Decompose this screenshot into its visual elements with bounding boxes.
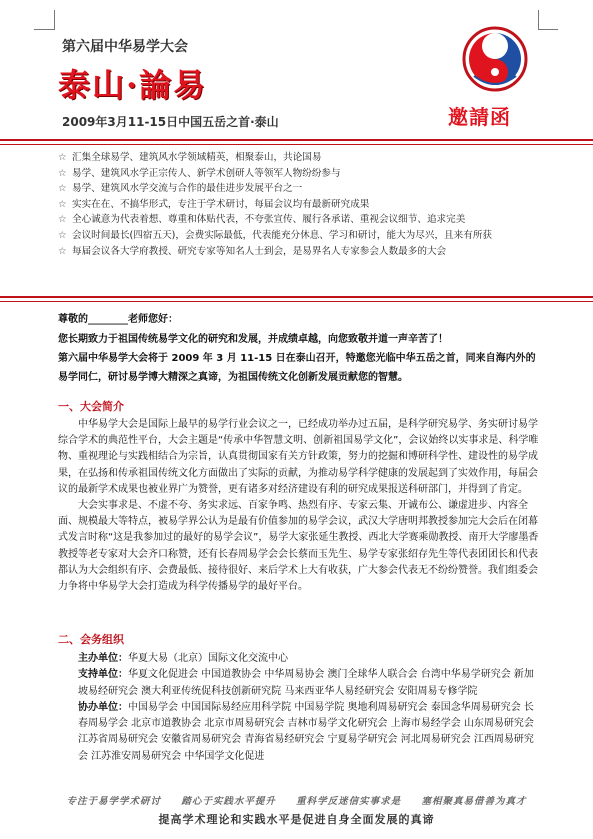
star-icon: ☆ <box>58 229 67 241</box>
list-item: ☆ 易学、建筑风水学正宗传人、新学术创研人等领军人物纷纷参与 <box>58 166 546 182</box>
divider <box>0 139 593 141</box>
star-icon: ☆ <box>58 167 67 179</box>
crop-mark <box>538 29 558 30</box>
highlights-list <box>58 150 546 259</box>
host-row: 主办单位：华夏大易（北京）国际文化交流中心 <box>78 653 288 664</box>
list-item: ☆ 每届会议各大学府教授、研究专家等知名人士到会，是易界名人专家参会人数最多的大会 <box>58 244 546 260</box>
greeting: 尊敬的________老师您好： <box>58 314 178 325</box>
section-body <box>58 417 541 595</box>
list-item: ☆ 实实在在、不搞华形式，专注于学术研讨，每届会议均有最新研究成果 <box>58 197 546 213</box>
star-icon: ☆ <box>58 245 67 257</box>
star-icon: ☆ <box>58 214 67 226</box>
conference-subtitle: 第六届中华易学大会 <box>62 39 188 55</box>
organizers <box>58 651 541 765</box>
paragraph: 中华易学大会是国际上最早的易学行业会议之一，已经成功举办过五届，是科学研究易学、务实研讨易学综合学术的典范性平台，大会主题是“传承中华智慧文明、创新祖国易学文化”，会议始终以实事求是、科学唯物、重视理论与实践相结合为宗旨，认真贯彻国家有关方针政策，努力的挖掘和博研科学性、建设性的易学成果，在弘扬和传承祖国传统文化方面做出了实际的贡献，为推动易学科学健康的发展起到了实效作用，每届会议的最新学术成果也被业界广为赞誉，更有诸多对经济建设有利的研究成果报送科研部门，并得到了肯定。 <box>58 419 539 495</box>
conference-title: 泰山·論易 <box>58 66 208 104</box>
list-item: ☆ 汇集全球易学、建筑风水学领域精英，相聚泰山，共论国易 <box>58 150 546 166</box>
crop-mark <box>538 10 539 30</box>
list-item: ☆ 会议时间最长(四宿五天)，会费实际最低，代表能充分休息、学习和研讨，能大为尽兴，且来有所获 <box>58 228 546 244</box>
footer-motto: 提高学术理论和实践水平是促进自身全面发展的真谛 <box>158 813 435 826</box>
crop-mark <box>34 29 54 30</box>
star-icon: ☆ <box>58 198 67 210</box>
footer-slogans: 专注于易学学术研讨 踏心于实践水平提升 重科学反迷信实事求是 塞相聚真易借善为真才 <box>66 796 527 807</box>
section-heading: 二、会务组织 <box>58 633 124 646</box>
divider <box>0 296 593 298</box>
support-row: 支持单位：华夏文化促进会 中国道教协会 中华周易协会 澳门全球华人联合会 台湾中华易学研究会 新加坡易经研究会 澳大利亚传统促科技创新研究院 马来西亚华人易经研究会 安阳周易专修学院 <box>78 669 534 697</box>
list-item: ☆ 易学、建筑风水学交流与合作的最佳进步发展平台之一 <box>58 181 546 197</box>
date-place: 2009年3月11-15日中国五岳之首·泰山 <box>62 115 279 129</box>
section-heading: 一、大会简介 <box>58 400 124 413</box>
paragraph: 大会实事求是、不虚不夸、务实求远、百家争鸣、热烈有序、专家云集、开诚布公、谦虚进步、内容全面、规模最大等特点，被易学界公认为是最有价值参加的易学会议，武汉大学唐明邦教授参加完大会后在闭幕式发言时称“这是我参加过的最好的易学会议”，易学大家张延生教授、西北大学赛乘勋教授、南开大学廖墨香教授等老专家对大会齐口称赞，还有长春周易学会会长蔡而玉先生、易学专家张绍存先生等代表团团长和代表都认为大会组织有序、会费最低、接待很好、来后学术上大有收获，广大参会代表无不纷纷赞誉。我们组委会力争将中华易学大会打造成为科学传播易学的最好平台。 <box>58 500 539 593</box>
list-item: ☆ 全心诚意为代表着想、尊重和体贴代表，不夸张宣传、履行各承诺、重视会议细节、追求完美 <box>58 212 546 228</box>
lead-paragraph: 您长期致力于祖国传统易学文化的研究和发展，并成绩卓越，向您致敬并道一声辛苦了！ 第六届中华易学大会将于 2009 年 3 月 11-15 日在泰山召开，特邀您光临中华五岳之首，同来自海内外的易学同仁，研讨易学博大精深之真谛，为祖国传统文化创新发展贡献您的智慧。 <box>58 334 536 383</box>
invitation-title: 邀請函 <box>448 105 511 129</box>
star-icon: ☆ <box>58 183 67 195</box>
crop-mark <box>44 10 55 30</box>
divider <box>0 301 593 302</box>
star-icon: ☆ <box>58 152 67 163</box>
divider <box>0 144 593 145</box>
co-organizer-row: 协办单位：中国易学会 中国国际易经应用科学院 中国易学院 奥地利周易研究会 泰国念华周易研究会 长春周易学会 北京市道教协会 北京市周易研究会 吉林市易学文化研究会 上海市易经学会 山东周易研究会 江苏省周易研究会 安徽省周易研究会 青海省易经研究会 宁夏易学研究会 河北周易研究会 江西周易研究会 江苏淮安周易研究会 中华国学文化促进 <box>78 701 534 762</box>
taiji-logo-icon <box>460 24 530 94</box>
